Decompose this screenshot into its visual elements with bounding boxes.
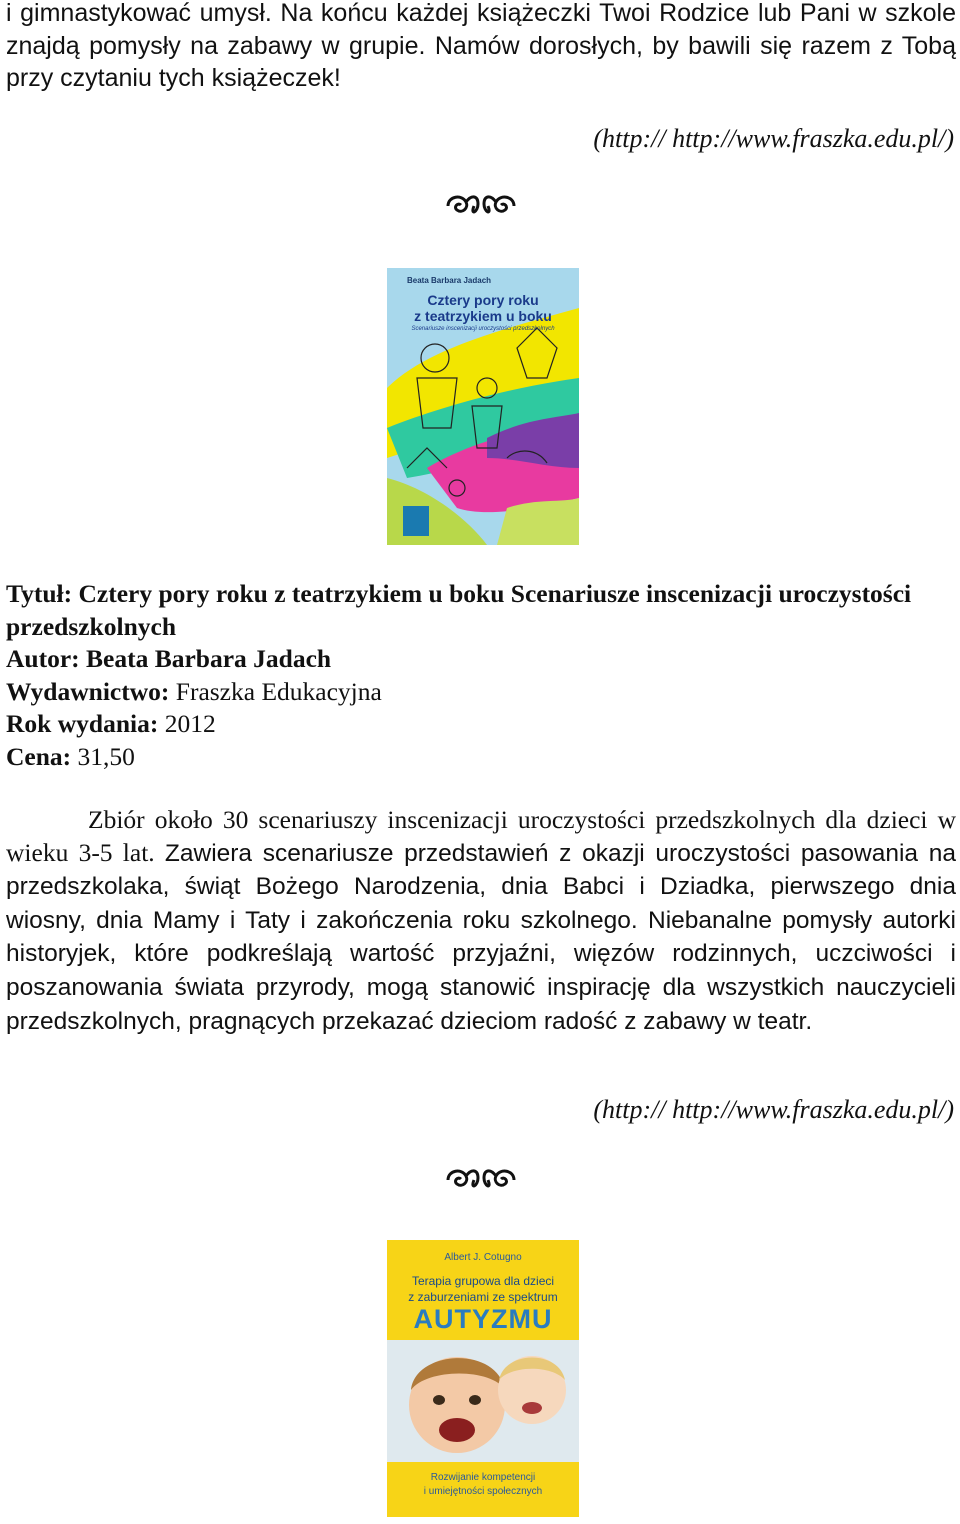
ornament-divider-1 <box>6 192 956 227</box>
book1-publisher-row <box>6 676 956 709</box>
ornament-icon <box>444 192 518 220</box>
book1-price-row <box>6 741 956 774</box>
book1-description <box>6 804 956 1038</box>
book1-year-label: Rok wydania: <box>6 709 159 738</box>
book1-title-row <box>6 578 956 643</box>
book1-cover-subtitle: Scenariusze inscenizacji uroczystości przedszkolnych <box>411 326 555 332</box>
source-link-2[interactable]: (http:// http://www.fraszka.edu.pl/) <box>593 1095 954 1124</box>
book1-title-label: Tytuł: <box>6 579 73 608</box>
book1-publisher-value: Fraszka Edukacyjna <box>175 676 382 706</box>
ornament-divider-2 <box>6 1166 956 1201</box>
book1-price-label: Cena: <box>6 741 72 771</box>
book1-year-row <box>6 708 956 741</box>
book2-cover-title-2: z zaburzeniami ze spektrum <box>408 1290 558 1304</box>
source-link-1[interactable]: (http:// http://www.fraszka.edu.pl/) <box>593 124 954 153</box>
book1-author-label: Autor: <box>6 644 80 673</box>
book1-publisher-label: Wydawnictwo: <box>6 676 170 706</box>
book1-cover-title-1: Cztery pory roku <box>427 292 539 308</box>
book1-year-value: 2012 <box>164 709 216 738</box>
book1-title-value: Cztery pory roku z teatrzykiem u boku Scenariusze inscenizacji uroczystości przedszkolnych <box>6 579 912 641</box>
book1-price-value: 31,50 <box>77 741 135 771</box>
book2-cover-tagline-1: Rozwijanie kompetencji <box>430 1472 536 1483</box>
book1-metadata <box>6 578 956 773</box>
book2-cover-title-1: Terapia grupowa dla dzieci <box>411 1274 555 1288</box>
book1-cover-title-2: z teatrzykiem u boku <box>414 308 552 324</box>
book1-description-part1: Zbiór około 30 scenariuszy inscenizacji uroczystości przedszkolnych dla dzieci w wieku 3-5 lat. <box>6 805 956 867</box>
intro-paragraph: i gimnastykować umysł. Na końcu każdej książeczki Twoi Rodzice lub Pani w szkole znajdą pomysły na zabawy w grupie. Namów dorosłych, by bawili się razem z Tobą przy czytaniu tych książeczek! <box>6 0 956 92</box>
book1-author-row <box>6 643 956 676</box>
book1-cover-image <box>387 268 579 545</box>
book1-author-value: Beata Barbara Jadach <box>86 644 332 673</box>
book2-cover-tagline-2: i umiejętności społecznych <box>423 1486 543 1497</box>
book2-cover-image <box>387 1240 579 1517</box>
book2-cover-title-big: AUTYZMU <box>413 1304 553 1334</box>
ornament-icon <box>444 1166 518 1194</box>
book1-description-part2: Zawiera scenariusze przedstawień z okazji uroczystości pasowania na przedszkolaka, świąt Bożego Narodzenia, dnia Babci i Dziadka, pierwszego dnia wiosny, dnia Mamy i Taty i zakończenia roku szkolnego. Niebanalne pomysły autorki historyjek, które podkreślają wartość przyjaźni, więzów rodzinnych, uczciwości i poszanowania świata przyrody, mogą stanowić inspirację dla wszystkich nauczycieli przedszkolnych, pragnących przekazać dzieciom radość z zabawy w teatr. <box>6 839 956 1035</box>
book2-cover-author: Albert J. Cotugno <box>444 1252 522 1263</box>
book1-cover-author: Beata Barbara Jadach <box>407 276 492 285</box>
